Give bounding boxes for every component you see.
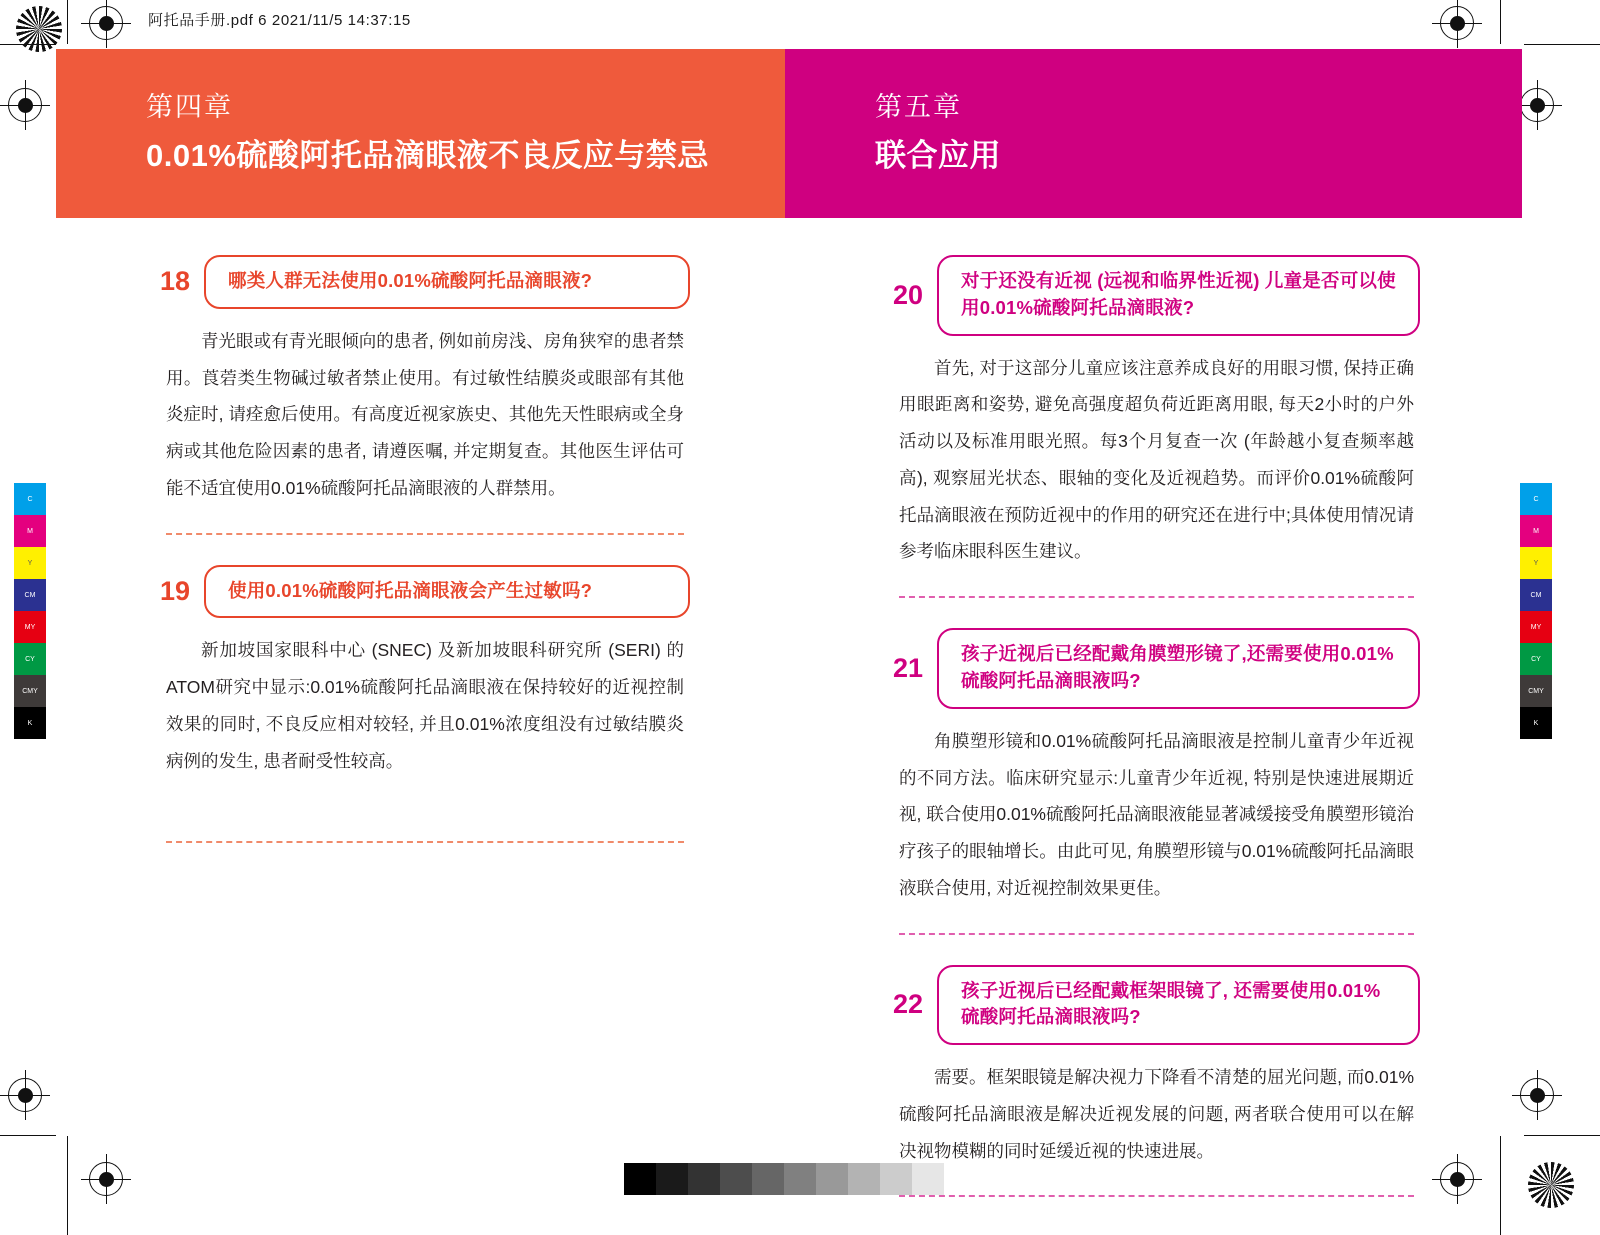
chapter-header [56,49,1522,218]
color-swatch-bar-right [1520,483,1552,739]
gray-step-0 [624,1163,656,1195]
gray-step-6 [816,1163,848,1195]
registration-mark-bottom-right [1440,1162,1474,1196]
question-row-22 [893,965,1420,1046]
question-number-18: 18 [160,266,191,297]
question-text-22: 孩子近视后已经配戴框架眼镜了, 还需要使用0.01%硫酸阿托品滴眼液吗? [937,965,1420,1046]
grayscale-ramp [624,1163,944,1195]
color-swatch-my: MY [1520,611,1552,643]
color-swatch-m: M [1520,515,1552,547]
chapter-four-label: 第四章 [146,92,233,122]
registration-mark-top-left [89,6,123,40]
question-number-21: 21 [893,652,924,683]
answer-text-20: 首先, 对于这部分儿童应该注意养成良好的用眼习惯, 保持正确用眼距离和姿势, 避免高强度超负荷近距离用眼, 每天2小时的户外活动以及标准用眼光照。每3个月复查一次 (年龄越小复查频率越高), 观察屈光状态、眼轴的变化及近视趋势。而评价0.01%硫酸阿托品滴眼液在预防近视中的作用的研究还在进行中;具体使用情况请参考临床眼科医生建议。 [899,357,1414,562]
star-target-bottom-right [1528,1162,1574,1208]
registration-mark-bottom-left [89,1162,123,1196]
trim-line-left [67,0,68,44]
file-info-text: 阿托品手册.pdf 6 2021/11/5 14:37:15 [148,12,411,29]
color-swatch-y: Y [1520,547,1552,579]
qa-block-18 [160,255,690,507]
question-row-18 [160,255,690,309]
answer-text-19: 新加坡国家眼科中心 (SNEC) 及新加坡眼科研究所 (SERI) 的ATOM研究中显示:0.01%硫酸阿托品滴眼液在保持较好的近视控制效果的同时, 不良反应相对较轻, 并且0.01%浓度组没有过敏结膜炎病例的发生, 患者耐受性较高。 [166,640,684,771]
question-row-20 [893,255,1420,336]
question-text-21: 孩子近视后已经配戴角膜塑形镜了,还需要使用0.01%硫酸阿托品滴眼液吗? [937,628,1420,709]
question-text-20: 对于还没有近视 (远视和临界性近视) 儿童是否可以使用0.01%硫酸阿托品滴眼液? [937,255,1420,336]
question-number-19: 19 [160,575,191,606]
answer-text-22: 需要。框架眼镜是解决视力下降看不清楚的屈光问题, 而0.01%硫酸阿托品滴眼液是解决近视发展的问题, 两者联合使用可以在解决视物模糊的同时延缓近视的快速进展。 [899,1067,1414,1161]
gray-step-2 [688,1163,720,1195]
qa-block-19 [160,565,690,780]
separator-left-2 [166,841,684,843]
gray-step-8 [880,1163,912,1195]
color-swatch-y: Y [14,547,46,579]
gray-step-9 [912,1163,944,1195]
registration-mark-left-upper [8,88,42,122]
gray-step-5 [784,1163,816,1195]
question-text-19: 使用0.01%硫酸阿托品滴眼液会产生过敏吗? [204,565,690,619]
color-swatch-my: MY [14,611,46,643]
right-column [893,255,1420,1227]
chapter-five-label: 第五章 [875,92,962,122]
gray-step-7 [848,1163,880,1195]
color-swatch-k: K [14,707,46,739]
star-target-top-left [16,6,62,52]
trim-line-bottom-rule-right [1524,1135,1600,1136]
separator-right-3 [899,1195,1414,1197]
chapter-five-title: 联合应用 [875,138,1001,174]
color-swatch-m: M [14,515,46,547]
question-number-20: 20 [893,279,924,310]
trim-line-right-bottom [1500,1136,1501,1235]
question-row-19 [160,565,690,619]
registration-mark-top-right [1440,6,1474,40]
qa-block-20 [893,255,1420,570]
color-swatch-cm: CM [1520,579,1552,611]
color-swatch-c: C [1520,483,1552,515]
chapter-four-title: 0.01%硫酸阿托品滴眼液不良反应与禁忌 [146,138,709,174]
chapter-panel-four [56,49,785,218]
separator-left-1 [166,533,684,535]
trim-line-top-rule [0,44,56,45]
content-columns [0,255,1600,1161]
question-row-21 [893,628,1420,709]
trim-line-top-rule-right [1524,44,1600,45]
trim-line-left-bottom [67,1136,68,1235]
qa-block-21 [893,628,1420,906]
gray-step-4 [752,1163,784,1195]
registration-mark-right-upper [1520,88,1554,122]
color-swatch-cmy: CMY [14,675,46,707]
color-swatch-cm: CM [14,579,46,611]
trim-line-bottom-rule [0,1135,56,1136]
separator-right-2 [899,933,1414,935]
gray-step-1 [656,1163,688,1195]
answer-text-21: 角膜塑形镜和0.01%硫酸阿托品滴眼液是控制儿童青少年近视的不同方法。临床研究显示:儿童青少年近视, 特别是快速进展期近视, 联合使用0.01%硫酸阿托品滴眼液能显著减缓接受角膜塑形镜治疗孩子的眼轴增长。由此可见, 角膜塑形镜与0.01%硫酸阿托品滴眼液联合使用, 对近视控制效果更佳。 [899,730,1414,898]
color-swatch-bar-left [14,483,46,739]
question-text-18: 哪类人群无法使用0.01%硫酸阿托品滴眼液? [204,255,690,309]
color-swatch-cy: CY [1520,643,1552,675]
left-column [160,255,690,873]
answer-text-18: 青光眼或有青光眼倾向的患者, 例如前房浅、房角狭窄的患者禁用。莨菪类生物碱过敏者禁止使用。有过敏性结膜炎或眼部有其他炎症时, 请痊愈后使用。有高度近视家族史、其他先天性眼病或全身病或其他危险因素的患者, 请遵医嘱, 并定期复查。其他医生评估可能不适宜使用0.01%硫酸阿托品滴眼液的人群禁用。 [166,330,684,498]
color-swatch-c: C [14,483,46,515]
color-swatch-cy: CY [14,643,46,675]
trim-line-right [1500,0,1501,44]
gray-step-3 [720,1163,752,1195]
color-swatch-cmy: CMY [1520,675,1552,707]
qa-block-22 [893,965,1420,1170]
separator-right-1 [899,596,1414,598]
question-number-22: 22 [893,989,924,1020]
chapter-panel-five [785,49,1522,218]
color-swatch-k: K [1520,707,1552,739]
